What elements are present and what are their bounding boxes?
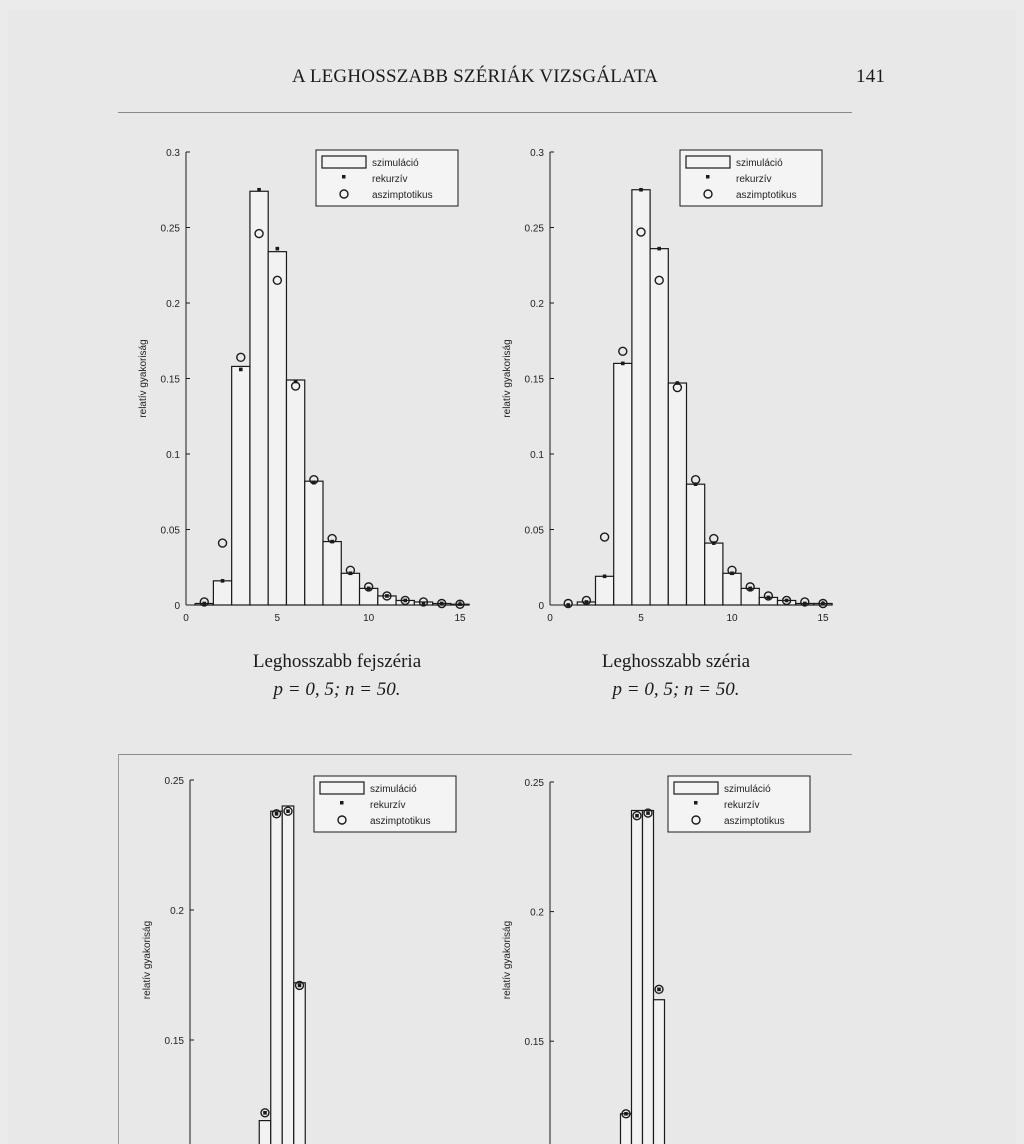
figure-caption-right (526, 648, 826, 704)
marker-rekurziv (657, 247, 661, 251)
legend-label-aszimptotikus: aszimptotikus (372, 190, 433, 201)
bar-szimulacio (341, 573, 359, 605)
chart-legend (316, 150, 458, 206)
y-tick-label: 0 (538, 601, 544, 612)
legend-label-szimulacio: szimuláció (736, 158, 783, 169)
marker-rekurziv (566, 603, 570, 607)
marker-rekurziv (603, 575, 607, 579)
y-tick-label: 0.2 (530, 907, 544, 919)
y-tick-label: 0.05 (524, 525, 544, 537)
marker-rekurziv (785, 599, 789, 603)
chart-leghosszabb-szeria (490, 140, 850, 640)
y-tick-label: 0.1 (530, 450, 544, 461)
legend-swatch-bar (674, 782, 718, 794)
bar-szimulacio (294, 983, 306, 1144)
y-tick-label: 0.15 (160, 374, 180, 386)
marker-rekurziv (257, 188, 261, 192)
caption-params-right: p = 0, 5; n = 50. (612, 679, 740, 700)
legend-swatch-rekurziv (340, 801, 344, 805)
legend-label-rekurziv: rekurzív (724, 800, 760, 811)
bar-szimulacio (259, 1121, 271, 1144)
marker-rekurziv (440, 602, 444, 606)
bar-szimulacio (650, 249, 668, 605)
y-tick-label: 0.2 (530, 299, 544, 310)
marker-rekurziv (458, 602, 462, 606)
legend-swatch-bar (320, 782, 364, 794)
marker-rekurziv (767, 596, 771, 600)
legend-swatch-rekurziv (342, 175, 346, 179)
legend-swatch-rekurziv (706, 175, 710, 179)
legend-label-szimulacio: szimuláció (372, 158, 419, 169)
x-tick-label: 15 (454, 613, 466, 624)
y-tick-label: 0.25 (524, 223, 544, 235)
y-tick-label: 0.3 (166, 148, 180, 159)
bar-szimulacio (268, 252, 286, 605)
x-tick-label: 10 (726, 613, 738, 624)
marker-aszimptotikus (619, 347, 627, 355)
marker-aszimptotikus (237, 353, 245, 361)
legend-label-aszimptotikus: aszimptotikus (736, 190, 797, 201)
y-tick-label: 0.15 (164, 1036, 184, 1047)
bar-szimulacio (250, 191, 268, 605)
running-title: A LEGHOSSZABB SZÉRIÁK VIZSGÁLATA (292, 66, 659, 87)
chart-leghosszabb-fejszeria (120, 140, 480, 640)
marker-rekurziv (275, 812, 279, 816)
bar-szimulacio (213, 581, 231, 605)
caption-params-left: p = 0, 5; n = 50. (273, 679, 401, 700)
chart-bottom-right (490, 760, 850, 1144)
bar-szimulacio (614, 363, 632, 605)
caption-title-right: Leghosszabb széria (601, 651, 751, 672)
marker-aszimptotikus (601, 533, 609, 541)
figure-caption-left (187, 648, 487, 704)
legend-swatch-bar (322, 156, 366, 168)
bar-szimulacio (687, 484, 705, 605)
legend-swatch-bar (686, 156, 730, 168)
y-tick-label: 0.2 (170, 906, 184, 917)
marker-rekurziv (422, 602, 426, 606)
y-axis-label: relatív gyakoriság (502, 920, 513, 1000)
y-axis-label: relatív gyakoriság (142, 920, 153, 1000)
figure-separator-rule (118, 754, 852, 755)
chart-legend (668, 776, 810, 832)
bar-szimulacio (323, 542, 341, 605)
marker-rekurziv (748, 587, 752, 591)
figure-frame-left-edge (118, 754, 119, 1144)
bar-szimulacio (668, 383, 686, 605)
bar-szimulacio (643, 811, 654, 1144)
marker-rekurziv (624, 1112, 628, 1116)
bar-szimulacio (596, 576, 614, 605)
marker-rekurziv (639, 188, 643, 192)
y-tick-label: 0.15 (524, 1037, 544, 1049)
legend-label-rekurziv: rekurzív (370, 800, 406, 811)
bar-szimulacio (286, 380, 304, 605)
x-tick-label: 5 (274, 613, 281, 624)
legend-label-szimulacio: szimuláció (724, 784, 771, 795)
y-tick-label: 0.1 (166, 450, 180, 461)
chart-legend (680, 150, 822, 206)
x-tick-label: 10 (363, 613, 375, 624)
bar-szimulacio (654, 1000, 665, 1144)
marker-rekurziv (202, 602, 206, 606)
y-axis-label: relatív gyakoriság (502, 339, 513, 418)
bar-szimulacio (305, 481, 323, 605)
y-tick-label: 0.2 (166, 299, 180, 310)
x-tick-label: 0 (183, 613, 189, 624)
legend-label-rekurziv: rekurzív (736, 174, 772, 185)
marker-rekurziv (286, 809, 290, 813)
marker-rekurziv (385, 594, 389, 598)
y-axis-label: relatív gyakoriság (138, 339, 149, 418)
chart-bottom-left (120, 760, 480, 1144)
marker-rekurziv (821, 602, 825, 606)
bar-szimulacio (271, 811, 283, 1144)
y-tick-label: 0.25 (160, 223, 180, 235)
header-rule (118, 112, 852, 113)
page-number: 141 (856, 66, 886, 87)
marker-rekurziv (403, 599, 407, 603)
marker-rekurziv (298, 984, 302, 988)
marker-rekurziv (585, 600, 589, 604)
bar-szimulacio (282, 806, 294, 1144)
y-tick-label: 0.3 (530, 148, 544, 159)
legend-label-szimulacio: szimuláció (370, 784, 417, 795)
marker-rekurziv (239, 368, 243, 372)
legend-label-aszimptotikus: aszimptotikus (724, 816, 785, 827)
marker-rekurziv (803, 602, 807, 606)
y-tick-label: 0.05 (160, 525, 180, 537)
marker-aszimptotikus (219, 539, 227, 547)
legend-label-rekurziv: rekurzív (372, 174, 408, 185)
bar-szimulacio (705, 543, 723, 605)
bar-szimulacio (723, 573, 741, 605)
x-tick-label: 5 (638, 613, 644, 624)
legend-swatch-rekurziv (694, 801, 698, 805)
y-tick-label: 0 (174, 601, 180, 612)
marker-rekurziv (621, 362, 625, 366)
chart-legend (314, 776, 456, 832)
running-head (0, 66, 1024, 92)
bar-szimulacio (632, 811, 643, 1144)
marker-rekurziv (635, 814, 639, 818)
marker-rekurziv (276, 247, 280, 251)
marker-rekurziv (263, 1111, 267, 1115)
marker-rekurziv (646, 811, 650, 815)
y-tick-label: 0.15 (524, 374, 544, 386)
x-tick-label: 0 (547, 613, 553, 624)
marker-rekurziv (221, 579, 225, 583)
legend-label-aszimptotikus: aszimptotikus (370, 816, 431, 827)
marker-rekurziv (657, 988, 661, 992)
marker-rekurziv (367, 587, 371, 591)
y-tick-label: 0.25 (524, 778, 544, 789)
x-tick-label: 15 (817, 613, 829, 624)
bar-szimulacio (632, 190, 650, 605)
y-tick-label: 0.25 (164, 776, 184, 787)
caption-title-left: Leghosszabb fejszéria (252, 651, 422, 672)
bar-szimulacio (232, 366, 250, 605)
